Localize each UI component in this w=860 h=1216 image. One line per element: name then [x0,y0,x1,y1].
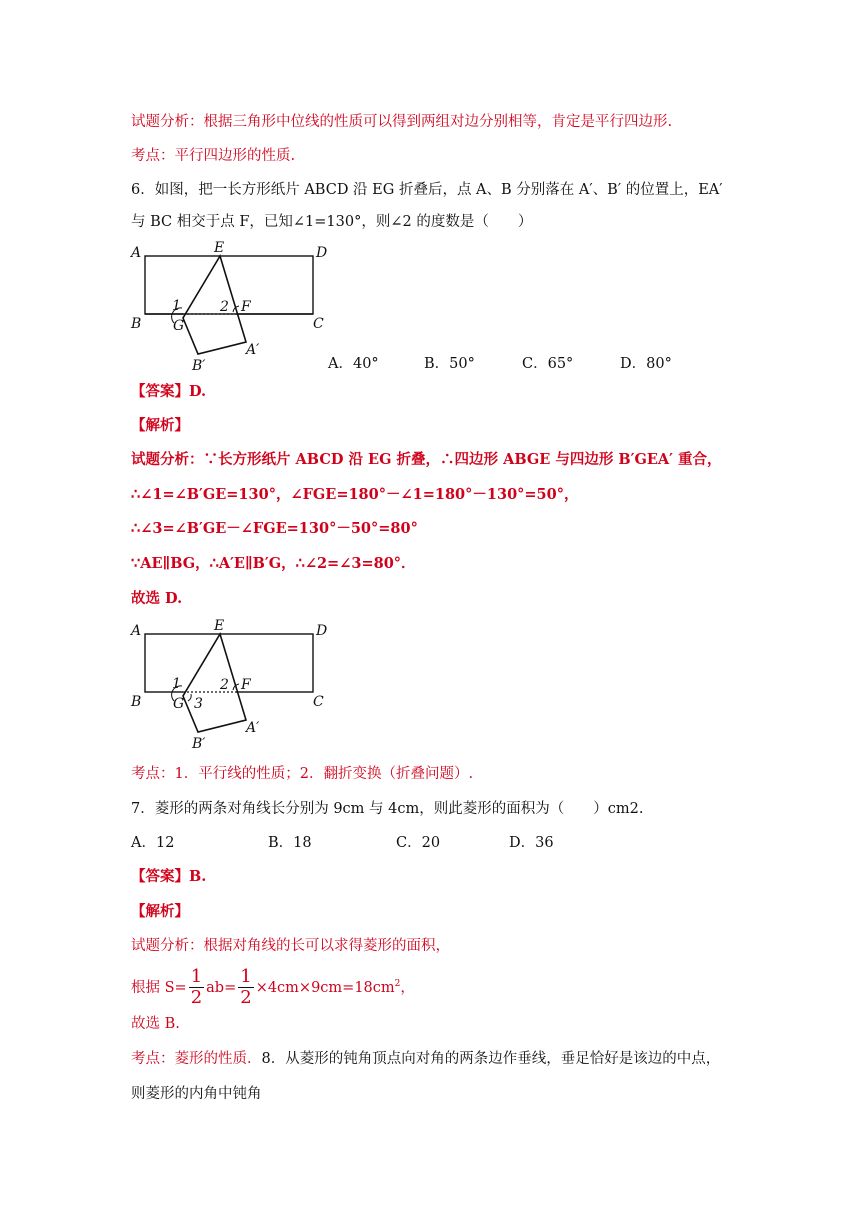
q7-conclusion: 故选 B. [131,1016,180,1032]
q7-formula: 根据 S= $\frac{1}{2}$ ab= $\frac{1}{2}$ $\times 4cm\times 9cm=18cm^2$， [131,966,415,1009]
label-e: E [214,240,225,256]
q7-answer: 【答案】B. [131,868,207,885]
label-angle1: 1 [172,298,181,314]
label-b: B [131,316,142,332]
q6-option-b: B．50° [424,356,475,372]
q7-point-and-q8: 考点：菱形的性质．8．从菱形的钝角顶点向对角的两条边作垂线，垂足恰好是该边的中点， [131,1051,721,1067]
svg-text:D: D [316,623,328,639]
q7-option-d: D．36 [509,835,554,851]
q7-option-c: C．20 [396,835,441,851]
svg-text:1: 1 [172,676,181,692]
q6-solution-figure [128,616,328,756]
q7-option-a: A．12 [131,835,175,851]
svg-text:G: G [173,696,185,712]
fraction-half-2: $\frac{1}{2}$ [240,966,252,1009]
q6-answer: 【答案】D. [131,383,207,400]
label-d: D [316,245,328,261]
label-b-prime: B′ [192,358,206,374]
folded-quad [183,256,246,354]
q5-analysis: 试题分析：根据三角形中位线的性质可以得到两组对边分别相等，肯定是平行四边形. [131,114,673,130]
q6-analysis-line1: 试题分析：∵长方形纸片 ABCD 沿 EG 折叠，∴四边形 ABGE 与四边形 B′GEA′ 重合， [131,451,722,468]
q6-analysis-tag: 【解析】 [131,417,189,434]
q8-line2: 则菱形的内角中钝角 [131,1086,262,1102]
q6-analysis-line4: ∵AE∥BG，∴A′E∥B′G，∴∠2=∠3=80°． [131,555,416,572]
q6-option-c: C．65° [522,356,574,372]
q6-option-a: A．40° [328,356,379,372]
q6-stem-line1: 6．如图，把一长方形纸片 ABCD 沿 EG 折叠后，点 A、B 分别落在 A′、B′ 的位置上，EA′ [131,182,723,198]
svg-text:B′: B′ [192,736,206,752]
q6-figure [128,238,328,378]
label-angle2: 2 [220,299,229,315]
q6-analysis-line3: ∴∠3=∠B′GE－∠FGE=130°－50°=80° [131,520,418,537]
label-f: F [241,299,251,315]
q5-point: 考点：平行四边形的性质. [131,148,296,164]
q7-stem: 7．菱形的两条对角线长分别为 9cm 与 4cm，则此菱形的面积为（ ）cm2. [131,801,644,817]
svg-text:F: F [241,677,251,693]
label-a-prime: A′ [246,342,260,358]
svg-text:A: A [131,623,142,639]
q7-analysis: 试题分析：根据对角线的长可以求得菱形的面积， [131,938,450,954]
svg-text:C: C [313,694,324,710]
q7-option-b: B．18 [268,835,312,851]
q6-stem-line2: 与 BC 相交于点 F，已知∠1=130°，则∠2 的度数是（ ） [131,214,533,230]
label-a: A [131,245,142,261]
q6-analysis-line2: ∴∠1=∠B′GE=130°，∠FGE=180°－∠1=180°－130°=50°， [131,486,579,503]
label-c: C [313,316,324,332]
svg-text:A′: A′ [246,720,260,736]
faint-watermark [543,671,637,717]
q6-conclusion: 故选 D. [131,590,183,607]
fraction-half: $\frac{1}{2}$ [190,966,203,1009]
label-angle3: 3 [194,696,203,712]
q7-analysis-tag: 【解析】 [131,903,189,920]
label-g: G [173,318,185,334]
svg-text:E: E [214,618,225,634]
svg-text:2: 2 [220,677,229,693]
q6-option-d: D．80° [620,356,672,372]
svg-text:B: B [131,694,142,710]
q6-point: 考点：1．平行线的性质；2．翻折变换（折叠问题）. [131,766,474,782]
